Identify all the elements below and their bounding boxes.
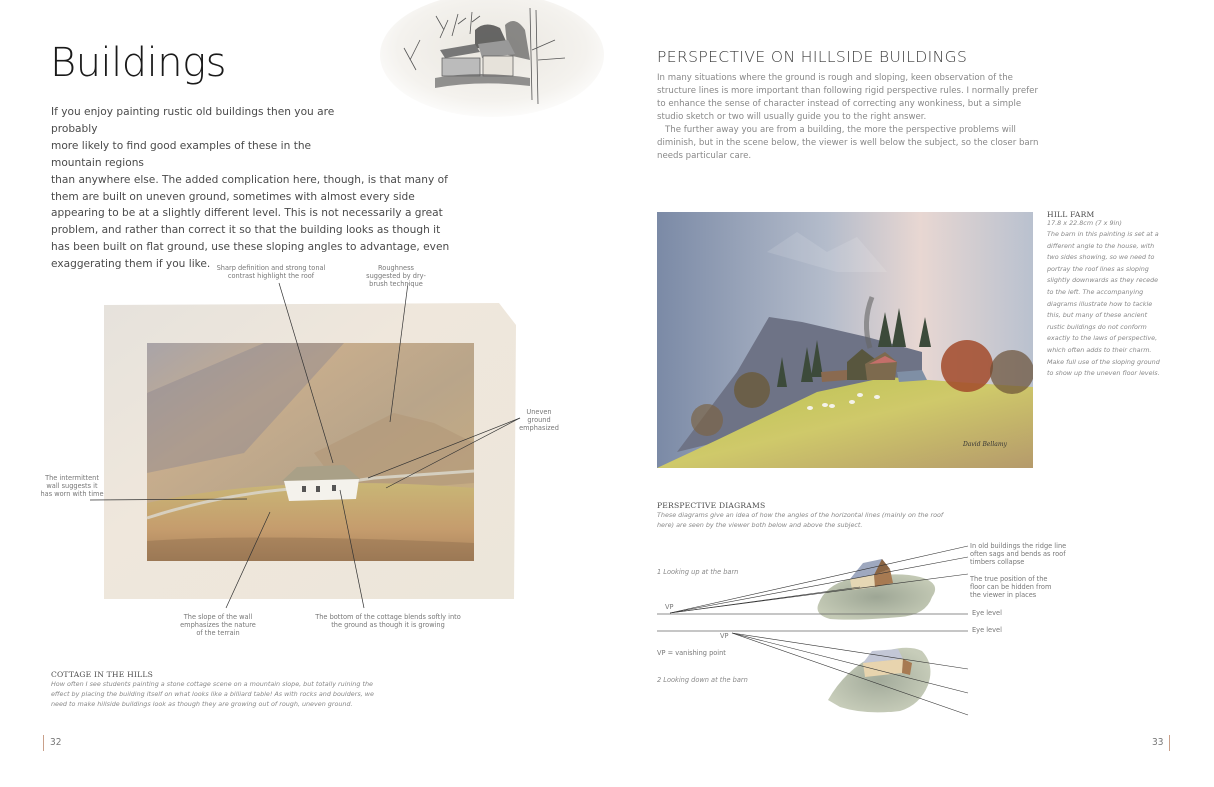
sidebar-dimensions: 17.8 x 22.8cm (7 x 9in): [1047, 219, 1122, 227]
note-ridge-line: In old buildings the ridge line often sags and bends as roof timbers collapse: [970, 542, 1067, 566]
painting-signature: David Bellamy: [963, 441, 1007, 448]
page-title: Buildings: [50, 40, 226, 86]
page-rule-right: [1169, 735, 1170, 751]
diagrams-heading: PERSPECTIVE DIAGRAMS: [657, 501, 766, 510]
callout-lines: [0, 0, 610, 660]
label-looking-down: 2 Looking down at the barn: [657, 676, 748, 684]
callout-slope: The slope of the wall emphasizes the nature of the terrain: [180, 613, 256, 637]
note-floor-position: The true position of the floor can be hidden from the viewer in places: [970, 575, 1052, 599]
section-heading: PERSPECTIVE ON HILLSIDE BUILDINGS: [657, 48, 968, 66]
eye-level-upper: Eye level: [972, 609, 1002, 617]
intro-line-2: more likely to find good examples of these in the mountain regions: [51, 139, 312, 169]
sidebar-text: The barn in this painting is set at a different angle to the house, with two sides showing, so we need to portray the roof lines as sloping slightly downwards as they recede to the left. The accompanying diagrams illustrate how to tackle this, but many of these ancient rustic buildings do not conform exactly to the laws of perspective, which often adds to their charm. Make full use of the sloping ground to show up the uneven floor levels.: [1047, 230, 1160, 378]
callout-roof: Sharp definition and strong tonal contrast highlight the roof: [216, 264, 326, 280]
vp-label-upper: VP: [665, 603, 674, 611]
callout-bottom: The bottom of the cottage blends softly into the ground as though it is growing: [315, 613, 461, 629]
hill-farm-sidebar: [1047, 210, 1165, 380]
vp-legend: VP = vanishing point: [657, 649, 726, 657]
caption-text: How often I see students painting a stone cottage scene on a mountain slope, but totally ruining the effect by placing the building itself on what looks like a billiard table! As with rocks and boulders, we need to make hillside buildings look as though they are growing out of rough, uneven ground.: [51, 680, 374, 708]
perspective-diagram: [650, 535, 970, 725]
vp-label-lower: VP: [720, 632, 729, 640]
intro-line-1: If you enjoy painting rustic old buildings then you are probably: [51, 106, 335, 135]
cottage-caption: [51, 670, 381, 709]
label-looking-up: 1 Looking up at the barn: [657, 568, 739, 576]
body-paragraph-1: In many situations where the ground is rough and sloping, keen observation of the structure lines is more important than following rigid perspective rules. I normally prefer to enhance the sense of character instead of correcting any wonkiness, but a simple studio sketch or two will usually guide you to the right answer.: [657, 73, 1038, 122]
callout-uneven-ground: Uneven ground emphasized: [519, 408, 559, 432]
callout-wall: The intermittent wall suggests it has worn with time: [40, 474, 104, 498]
intro-rest: than anywhere else. The added complication here, though, is that many of them are built on uneven ground, sometimes with almost every side appearing to be at a slightly different level. This is not necessarily a great problem, and rather than correct it so that the building looks as though it has been built on flat ground, use these sloping angles to advantage, even exaggerating them if you like.: [51, 173, 450, 271]
hill-farm-painting-image: [657, 212, 1033, 468]
diagrams-caption: [657, 501, 957, 530]
caption-heading: COTTAGE IN THE HILLS: [51, 670, 154, 679]
diagrams-text: These diagrams give an idea of how the angles of the horizontal lines (mainly on the roof here) are seen by the viewer both below and above the subject.: [657, 511, 944, 529]
eye-level-lower: Eye level: [972, 626, 1002, 634]
callout-roughness: Roughness suggested by dry-brush technique: [366, 264, 426, 288]
sidebar-heading: HILL FARM: [1047, 210, 1095, 219]
page-number-left: 32: [50, 737, 62, 748]
body-paragraph-2: The further away you are from a building, the more the perspective problems will diminish, but in the scene below, the viewer is well below the subject, so the closer barn needs particular care.: [657, 125, 1039, 161]
page-number-right: 33: [1152, 737, 1164, 748]
page-rule-left: [43, 735, 44, 751]
section-body: [657, 72, 1047, 163]
